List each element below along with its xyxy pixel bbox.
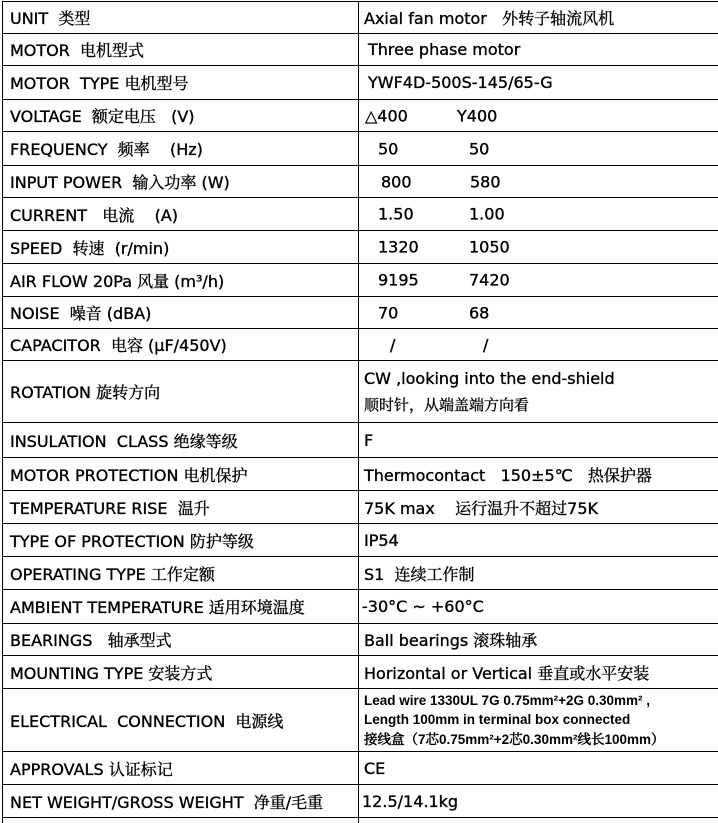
spec-row-input-power xyxy=(2,166,718,198)
spec-value-2: / xyxy=(483,335,489,354)
spec-value xyxy=(359,264,718,296)
spec-label xyxy=(2,818,359,823)
spec-value-1: 50 xyxy=(378,139,399,158)
spec-row-motor-type xyxy=(2,66,718,100)
spec-label: CURRENT 电流 (A) xyxy=(2,198,359,230)
spec-value xyxy=(359,231,718,263)
spec-value-1: / xyxy=(390,335,396,354)
spec-value-2: 7420 xyxy=(469,270,510,290)
spec-row-bearings xyxy=(2,624,718,656)
spec-value-2: 580 xyxy=(470,172,501,191)
spec-label: NET WEIGHT/GROSS WEIGHT 净重/毛重 xyxy=(2,785,359,817)
spec-row-noise xyxy=(2,297,718,329)
spec-label: AIR FLOW 20Pa 风量 (m³/h) xyxy=(2,264,359,296)
spec-label: INPUT POWER 输入功率 (W) xyxy=(2,166,359,197)
spec-row-electrical-connection xyxy=(2,689,718,752)
spec-row-capacitor xyxy=(2,329,718,361)
spec-value-line: 接线盒（7芯0.75mm²+2芯0.30mm²线长100mm） xyxy=(364,731,665,747)
spec-label: MOUNTING TYPE 安装方式 xyxy=(2,656,359,688)
spec-table xyxy=(2,1,718,823)
spec-row-operating-type xyxy=(2,557,718,590)
spec-value-2: 68 xyxy=(469,303,490,322)
spec-value-1: 70 xyxy=(378,303,399,322)
spec-value: YWF4D-500S-145/65-G xyxy=(368,73,553,92)
spec-label: MOTOR 电机型式 xyxy=(2,34,359,65)
spec-label: VOLTAGE 额定电压 (V) xyxy=(2,100,359,131)
spec-value-1: 1.50 xyxy=(378,204,414,224)
spec-row-voltage xyxy=(2,100,718,132)
spec-value xyxy=(359,198,718,230)
spec-row-insulation-class xyxy=(2,423,718,458)
spec-label: MOTOR PROTECTION 电机保护 xyxy=(2,458,359,490)
spec-row-temperature-rise xyxy=(2,491,718,524)
spec-label: CAPACITOR 电容 (μF/450V) xyxy=(2,329,359,360)
spec-row-empty xyxy=(2,818,718,823)
spec-value: F xyxy=(364,430,374,450)
spec-label: TYPE OF PROTECTION 防护等级 xyxy=(2,524,359,556)
spec-row-motor-protection xyxy=(2,458,718,491)
spec-label: UNIT 类型 xyxy=(2,2,359,33)
spec-value-line: 顺时针，从端盖端方向看 xyxy=(364,395,530,414)
spec-row-ambient-temperature xyxy=(2,590,718,624)
spec-label: OPERATING TYPE 工作定额 xyxy=(2,557,359,589)
spec-label: INSULATION CLASS 绝缘等级 xyxy=(2,423,359,457)
spec-value-line: Lead wire 1330UL 7G 0.75mm²+2G 0.30mm² , xyxy=(364,692,651,708)
spec-value-2: 1050 xyxy=(469,237,510,257)
spec-value-2: 1.00 xyxy=(469,204,505,224)
spec-label: TEMPERATURE RISE 温升 xyxy=(2,491,359,523)
spec-label: FREQUENCY 频率 (Hz) xyxy=(2,132,359,165)
spec-value: Horizontal or Vertical 垂直或水平安装 xyxy=(364,663,650,683)
spec-label: MOTOR TYPE 电机型号 xyxy=(2,66,359,99)
spec-value xyxy=(359,689,718,751)
spec-value: Axial fan motor 外转子轴流风机 xyxy=(364,9,615,28)
spec-value: Three phase motor xyxy=(368,40,521,59)
spec-value: S1 连续工作制 xyxy=(364,564,475,584)
spec-value-1: 1320 xyxy=(378,237,419,257)
spec-value-line: CW ,looking into the end-shield xyxy=(364,368,615,388)
spec-value-1: △400 xyxy=(365,106,408,125)
spec-value: 75K max 运行温升不超过75K xyxy=(364,498,598,518)
spec-label: SPEED 转速 (r/min) xyxy=(2,231,359,263)
spec-value xyxy=(359,166,718,197)
spec-value-2: Y400 xyxy=(457,106,498,125)
spec-row-type-of-protection xyxy=(2,524,718,557)
spec-label: ROTATION 旋转方向 xyxy=(2,361,359,422)
spec-value: IP54 xyxy=(364,530,399,550)
spec-value: Ball bearings 滚珠轴承 xyxy=(364,631,538,650)
spec-label: NOISE 噪音 (dBA) xyxy=(2,297,359,328)
spec-value-1: 800 xyxy=(381,172,412,191)
spec-value xyxy=(359,132,718,165)
spec-value-line: Length 100mm in terminal box connected xyxy=(364,712,631,728)
spec-value xyxy=(359,361,718,422)
spec-value: -30°C ~ +60°C xyxy=(362,597,484,616)
spec-row-motor xyxy=(2,34,718,66)
spec-row-air-flow xyxy=(2,264,718,297)
spec-value: Thermocontact 150±5℃ 热保护器 xyxy=(364,465,652,485)
spec-row-current xyxy=(2,198,718,231)
spec-row-unit xyxy=(2,2,718,34)
spec-label: BEARINGS 轴承型式 xyxy=(2,624,359,655)
spec-value xyxy=(359,100,718,131)
spec-value-1: 9195 xyxy=(378,270,419,290)
spec-label: APPROVALS 认证标记 xyxy=(2,752,359,784)
spec-value xyxy=(359,297,718,328)
spec-row-rotation xyxy=(2,361,718,423)
spec-value: CE xyxy=(364,758,386,778)
spec-row-approvals xyxy=(2,752,718,785)
spec-row-weight xyxy=(2,785,718,818)
spec-row-speed xyxy=(2,231,718,264)
spec-value xyxy=(359,818,718,823)
spec-value-2: 50 xyxy=(469,139,490,158)
spec-label: ELECTRICAL CONNECTION 电源线 xyxy=(2,689,359,751)
spec-row-frequency xyxy=(2,132,718,166)
spec-label: AMBIENT TEMPERATURE 适用环境温度 xyxy=(2,590,359,623)
spec-value xyxy=(359,329,718,360)
spec-row-mounting-type xyxy=(2,656,718,689)
spec-value: 12.5/14.1kg xyxy=(362,791,459,811)
